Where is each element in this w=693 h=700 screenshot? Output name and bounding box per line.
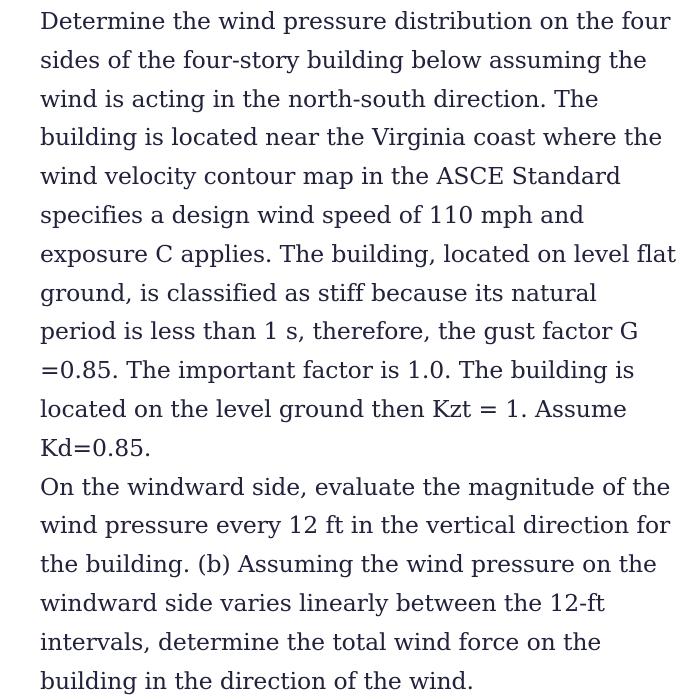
text-line: =0.85. The important factor is 1.0. The building is bbox=[40, 356, 635, 385]
text-line: wind velocity contour map in the ASCE Standard bbox=[40, 162, 621, 191]
text-line: Kd=0.85. bbox=[40, 433, 152, 462]
text-line: ground, is classified as stiff because its natural bbox=[40, 278, 597, 307]
text-line: Determine the wind pressure distribution on the four bbox=[40, 7, 671, 35]
text-line: sides of the four-story building below assuming the bbox=[40, 45, 647, 74]
text-line: wind is acting in the north-south direction. The bbox=[40, 84, 599, 113]
text-line: wind pressure every 12 ft in the vertical direction for bbox=[40, 511, 671, 540]
text-line: located on the level ground then Kzt = 1. Assume bbox=[40, 394, 627, 423]
text-line: On the windward side, evaluate the magnitude of the bbox=[40, 472, 671, 501]
text-line: windward side varies linearly between the 12-ft bbox=[40, 588, 605, 617]
text-line: building in the direction of the wind. bbox=[40, 666, 474, 695]
text-line: period is less than 1 s, therefore, the gust factor G bbox=[40, 317, 639, 346]
text-line: the building. (b) Assuming the wind pressure on the bbox=[40, 550, 657, 579]
text-line: exposure C applies. The building, located on level flat bbox=[40, 239, 676, 268]
text-line: intervals, determine the total wind force on the bbox=[40, 627, 602, 656]
problem-paragraph-tasks bbox=[40, 468, 671, 700]
text-line: building is located near the Virginia coast where the bbox=[40, 123, 663, 152]
problem-paragraph-givens bbox=[40, 2, 676, 468]
text-line: specifies a design wind speed of 110 mph and bbox=[40, 200, 585, 229]
